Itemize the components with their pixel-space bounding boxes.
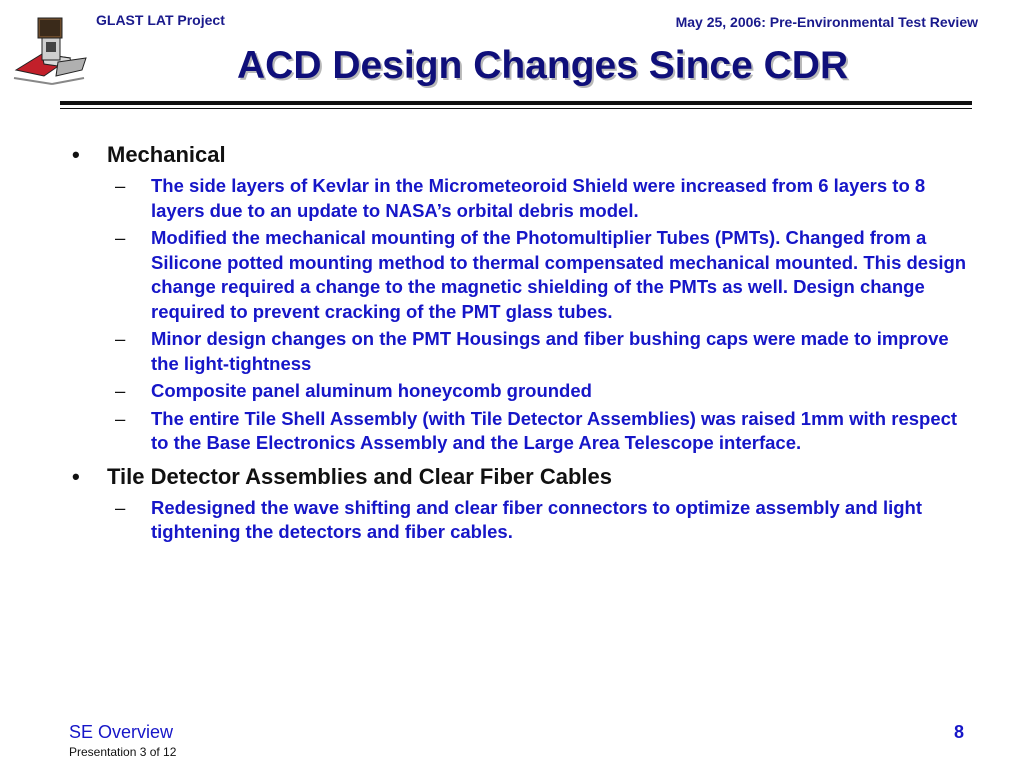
heading-text: Tile Detector Assemblies and Clear Fiber Cables <box>107 463 612 489</box>
dash-icon: – <box>115 328 126 349</box>
bullet-heading <box>72 464 972 490</box>
heading-text: Mechanical <box>107 142 226 167</box>
sub-item <box>72 327 972 376</box>
sub-item-text: The side layers of Kevlar in the Micrometeoroid Shield were increased from 6 layers to 8 layers due to an update to NASA’s orbital debris model. <box>151 175 926 221</box>
glast-satellite-logo <box>12 14 90 92</box>
slide-content <box>72 142 972 553</box>
footer-title: SE Overview <box>69 722 174 742</box>
dash-icon: – <box>115 227 126 248</box>
dash-icon: – <box>115 407 126 429</box>
title-divider-thick <box>60 101 972 105</box>
bullet-icon: • <box>72 142 80 167</box>
dash-icon: – <box>115 496 126 518</box>
project-name: GLAST LAT Project <box>96 12 225 28</box>
sub-list <box>72 496 972 545</box>
sub-item-text: Redesigned the wave shifting and clear fiber connectors to optimize assembly and light tightening the detectors and fiber cables. <box>151 496 922 542</box>
slide-title: ACD Design Changes Since CDR <box>237 44 849 87</box>
dash-icon: – <box>115 175 126 196</box>
page-number: 8 <box>953 722 964 742</box>
bullet-heading <box>72 142 972 168</box>
sub-list <box>72 174 972 456</box>
sub-item-text: Modified the mechanical mounting of the Photomultiplier Tubes (PMTs). Changed from a Silicone potted mounting method to thermal compensated mechanical mounted. This design change required a change to the magnetic shielding of the PMTs as well. Design change required to prevent cracking of the PMT glass tubes. <box>151 227 967 322</box>
sub-item-text: Minor design changes on the PMT Housings and fiber bushing caps were made to improve the light-tightness <box>151 328 949 374</box>
title-divider-thin <box>60 108 972 109</box>
bullet-icon: • <box>72 463 80 489</box>
section-tile-detector <box>72 464 972 545</box>
footer-subtitle: Presentation 3 of 12 <box>69 745 177 759</box>
sub-item <box>72 496 972 545</box>
sub-item-text: Composite panel aluminum honeycomb grounded <box>151 380 592 401</box>
sub-item-text: The entire Tile Shell Assembly (with Tile Detector Assemblies) was raised 1mm with respect to the Base Electronics Assembly and the Large Area Telescope interface. <box>151 407 958 453</box>
sub-item <box>72 379 972 404</box>
dash-icon: – <box>115 380 126 401</box>
event-date: May 25, 2006: Pre-Environmental Test Review <box>675 14 978 30</box>
sub-item <box>72 174 972 223</box>
sub-item <box>72 407 972 456</box>
sub-item <box>72 226 972 324</box>
section-mechanical <box>72 142 972 456</box>
